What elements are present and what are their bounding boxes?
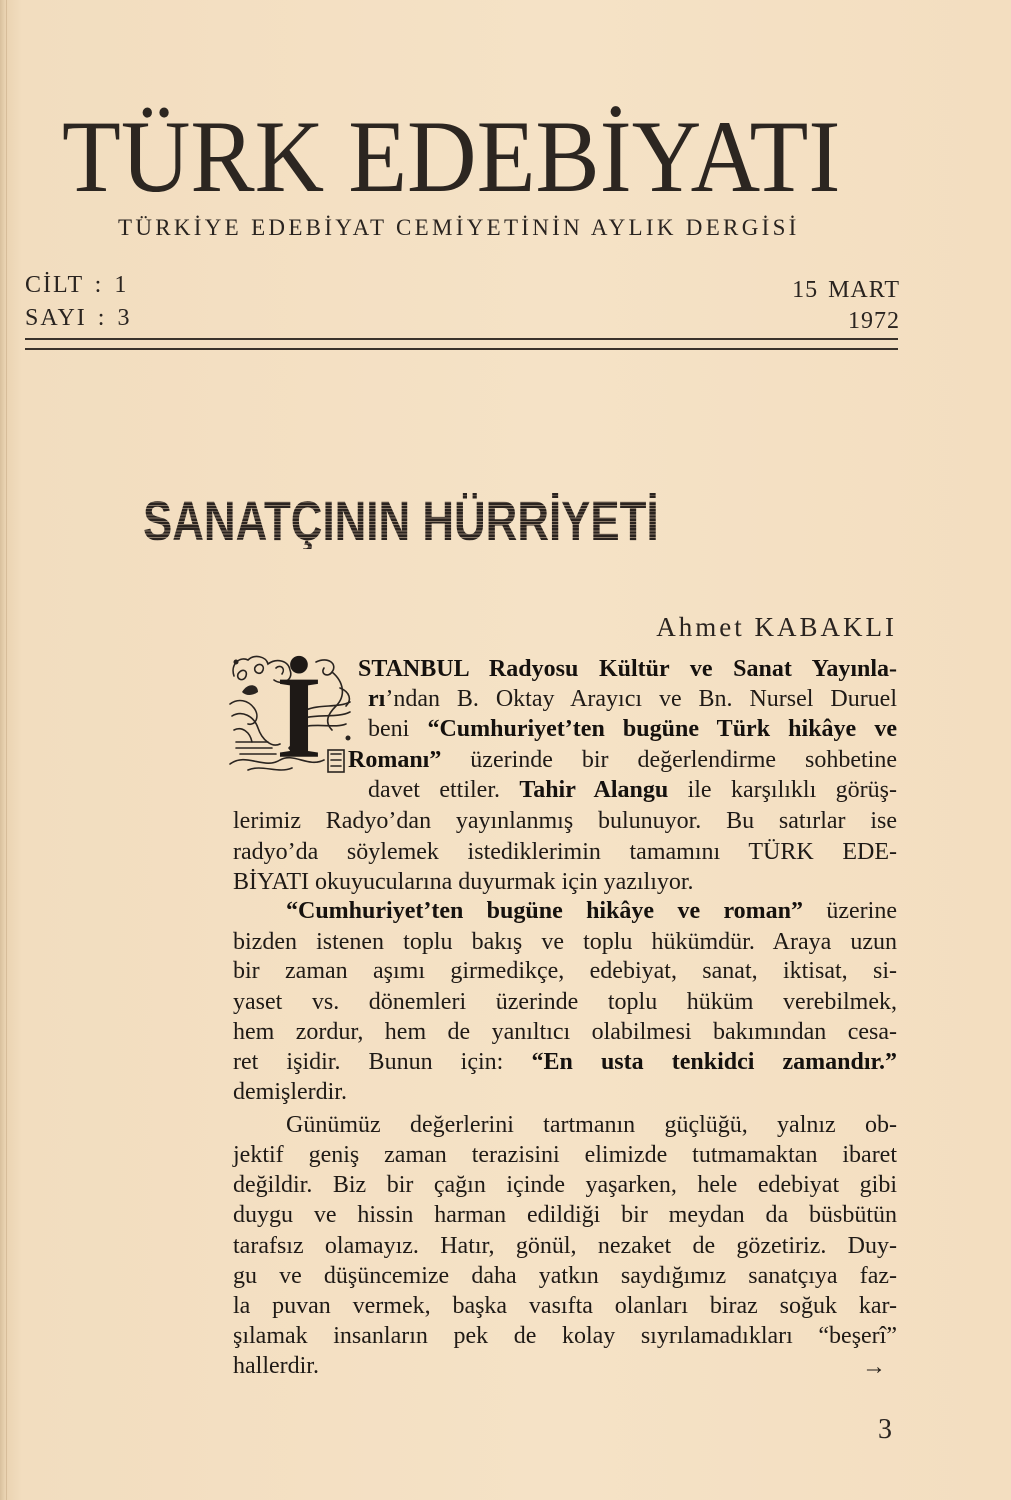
body-line: [233, 1170, 897, 1200]
body-text: BİYATI okuyucularına duyurmak için yazılıyor.: [233, 869, 694, 895]
body-text: ile karşılıklı görüş-: [668, 777, 897, 803]
magazine-title: TÜRK EDEBİYATI: [62, 100, 841, 214]
body-text: bir zaman aşımı girmedikçe, edebiyat, sanat, iktisat, si-: [233, 958, 897, 984]
issue-date: 15 MART: [792, 277, 900, 303]
body-text: jektif geniş zaman terazisini elimizde tutmamaktan ibaret: [233, 1142, 897, 1168]
masthead-rule-top: [25, 338, 898, 340]
body-text: duygu ve hissin harman edildiği bir meydan da büsbütün: [233, 1202, 897, 1228]
body-text: hem zordur, hem de yanıltıcı olabilmesi bakımından cesa-: [233, 1019, 897, 1045]
body-text: ret işidir. Bunun için:: [233, 1049, 532, 1075]
body-line: [233, 1231, 897, 1261]
body-text-bold: rı: [368, 686, 386, 712]
body-line: [368, 775, 897, 805]
body-line: [233, 1291, 897, 1321]
body-line: [233, 1261, 897, 1291]
body-text: değildir. Biz bir çağın içinde yaşarken, hele edebiyat gibi: [233, 1172, 897, 1198]
body-line: [233, 1140, 897, 1170]
body-line: [286, 1110, 897, 1140]
body-text: radyo’da söylemek istediklerimin tamamını TÜRK EDE-: [233, 839, 897, 865]
page-number: 3: [878, 1414, 892, 1445]
masthead-rule-bottom: [25, 348, 898, 350]
body-line: [233, 1200, 897, 1230]
body-line: [233, 927, 897, 957]
body-text: beni: [368, 716, 428, 742]
issue-year: 1972: [848, 308, 900, 334]
drop-cap-letter: İ: [276, 652, 322, 783]
body-line: [286, 896, 897, 926]
body-text: Günümüz değerlerini tartmanın güçlüğü, yalnız ob-: [286, 1112, 897, 1138]
body-text-bold: Tahir Alangu: [519, 777, 669, 803]
body-text: şılamak insanların pek de kolay sıyrılamadıkları “beşerî”: [233, 1323, 897, 1349]
body-text: bizden istenen toplu bakış ve toplu hükümdür. Araya uzun: [233, 929, 897, 955]
body-line: [358, 654, 897, 684]
body-text: la puvan vermek, başka vasıfta olanları biraz soğuk kar-: [233, 1293, 897, 1319]
article-author: Ahmet KABAKLI: [656, 612, 897, 642]
body-text: gu ve düşüncemize daha yatkın saydığımız sanatçıya faz-: [233, 1263, 897, 1289]
body-text: yaset vs. dönemleri üzerinde toplu hüküm verebilmek,: [233, 989, 897, 1015]
magazine-subtitle: TÜRKİYE EDEBİYAT CEMİYETİNİN AYLIK DERGİSİ: [118, 215, 800, 240]
body-line: [233, 806, 897, 836]
body-line: [348, 745, 897, 775]
article-title: SANATÇININ HÜRRİYETİ: [143, 489, 659, 552]
body-line: [233, 867, 897, 897]
body-text: hallerdir.: [233, 1353, 319, 1379]
body-text: lerimiz Radyo’dan yayınlanmış bulunuyor. Bu satırlar ise: [233, 808, 897, 834]
volume-label: CİLT : 1: [25, 272, 129, 298]
body-line: [368, 714, 897, 744]
body-text: tarafsız olamayız. Hatır, gönül, nezaket de gözetiriz. Duy-: [233, 1233, 897, 1259]
body-line: [233, 987, 897, 1017]
body-text: davet ettiler.: [368, 777, 520, 803]
body-line: [233, 1351, 833, 1381]
body-line: [233, 837, 897, 867]
body-text-bold: “Cumhuriyet’ten bugüne hikâye ve roman”: [286, 898, 804, 924]
issue-label: SAYI : 3: [25, 305, 132, 331]
body-text-bold: “En usta tenkidci zamandır.”: [531, 1049, 897, 1075]
body-text: üzerinde bir değerlendirme sohbetine: [441, 747, 897, 773]
body-text-bold: STANBUL Radyosu Kültür ve Sanat Yayınla-: [358, 656, 897, 682]
body-line: [233, 1077, 897, 1107]
body-text: ’ndan B. Oktay Arayıcı ve Bn. Nursel Duruel: [385, 686, 897, 712]
body-text-bold: Romanı”: [348, 747, 442, 773]
body-line: [233, 1047, 897, 1077]
body-text-bold: “Cumhuriyet’ten bugüne Türk hikâye ve: [427, 716, 897, 742]
body-text: demişlerdir.: [233, 1079, 347, 1105]
body-line: [368, 684, 897, 714]
body-line: [233, 956, 897, 986]
body-text: üzerine: [803, 898, 897, 924]
continue-arrow-icon: →: [862, 1354, 886, 1380]
body-line: [233, 1017, 897, 1047]
binding-edge: [6, 0, 7, 1500]
body-line: [233, 1321, 897, 1351]
